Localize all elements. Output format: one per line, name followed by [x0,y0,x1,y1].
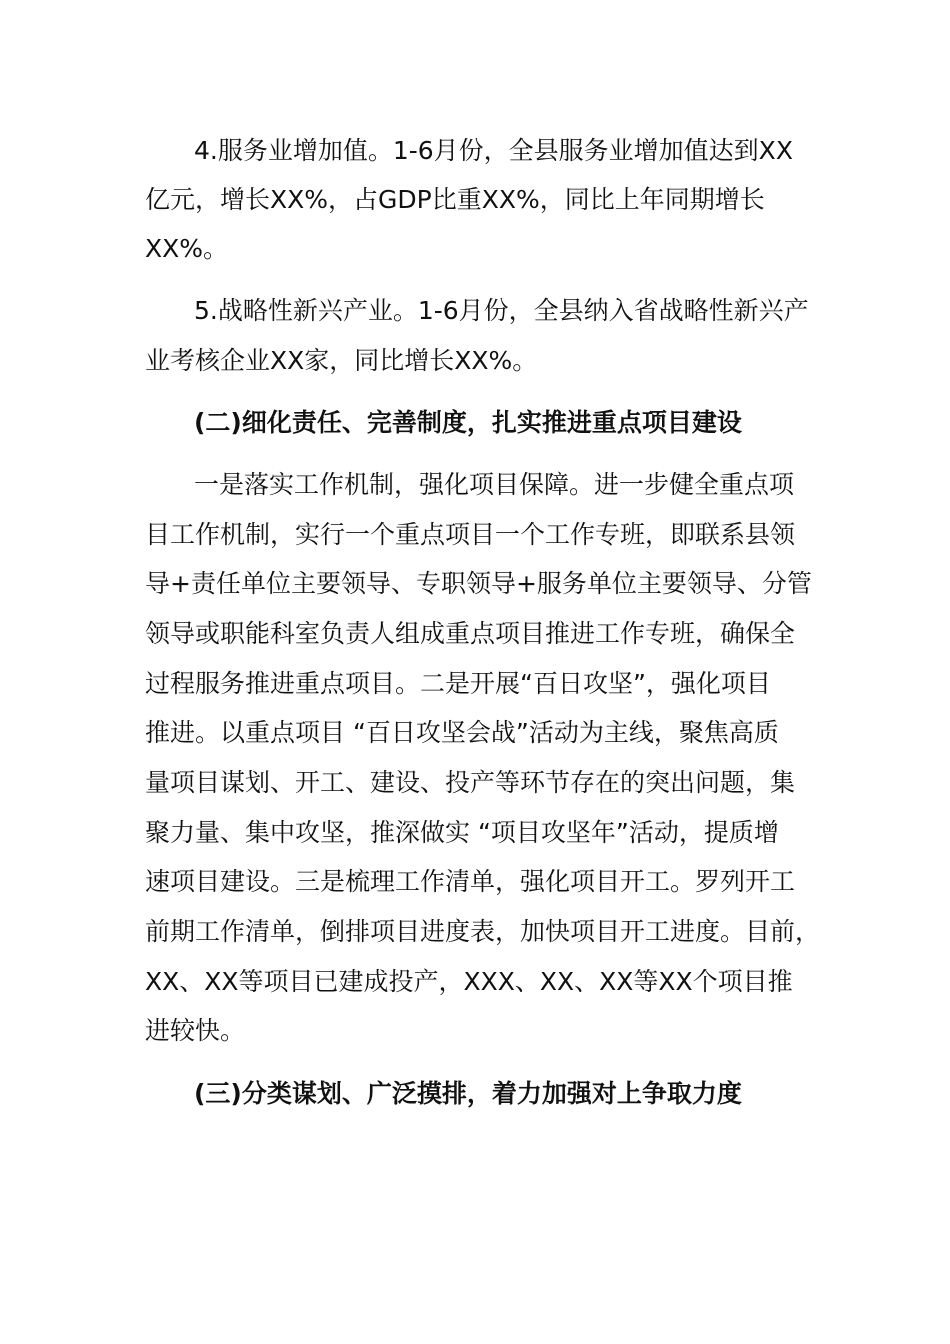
paragraph-line: 速项目建设。三是梳理工作清单，强化项目开工。罗列开工 [145,867,796,896]
paragraph-line: 业考核企业XX家，同比增长XX%。 [145,346,538,375]
paragraph-line: 过程服务推进重点项目。二是开展“百日攻坚”，强化项目 [145,669,771,698]
paragraph-line: XX%。 [145,234,229,263]
section-heading: (二)细化责任、完善制度，扎实推进重点项目建设 [194,408,742,437]
paragraph-line: 领导或职能科室负责人组成重点项目推进工作专班，确保全 [145,619,796,648]
paragraph-line: 目工作机制，实行一个重点项目一个工作专班，即联系县领 [145,520,796,549]
paragraph-line: XX、XX等项目已建成投产，XXX、XX、XX等XX个项目推 [145,967,793,996]
paragraph-line: 前期工作清单，倒排项目进度表，加快项目开工进度。目前， [145,917,821,946]
section-heading: (三)分类谋划、广泛摸排，着力加强对上争取力度 [194,1079,742,1108]
paragraph-line: 聚力量、集中攻坚，推深做实 “项目攻坚年”活动，提质增 [145,818,779,847]
paragraph-line: 一是落实工作机制，强化项目保障。进一步健全重点项 [194,470,795,499]
paragraph-line: 推进。以重点项目 “百日攻坚会战”活动为主线，聚焦高质 [145,718,779,747]
paragraph-line: 量项目谋划、开工、建设、投产等环节存在的突出问题，集 [145,768,796,797]
paragraph-line: 导+责任单位主要领导、专职领导+服务单位主要领导、分管 [145,569,812,598]
paragraph-line: 5.战略性新兴产业。1-6月份，全县纳入省战略性新兴产 [194,296,809,325]
paragraph-line: 亿元，增长XX%，占GDP比重XX%，同比上年同期增长 [145,185,765,214]
paragraph-line: 4.服务业增加值。1-6月份，全县服务业增加值达到XX [194,136,793,165]
paragraph-line: 进较快。 [145,1016,246,1045]
